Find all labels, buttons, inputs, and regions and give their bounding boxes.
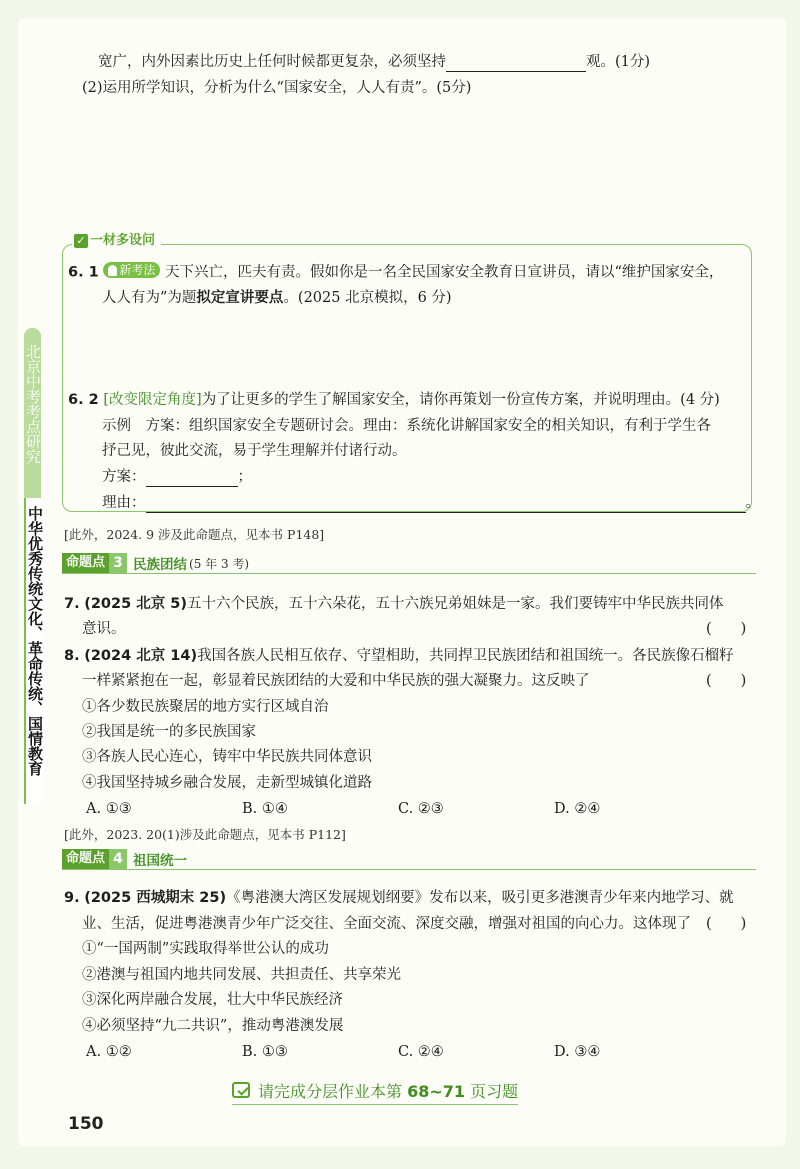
example-line-1: 示例 方案：组织国家安全专题研讨会。理由：系统化讲解国家安全的相关知识，有利于学生各: [102, 418, 711, 434]
chapter-side-tab: [24, 328, 54, 804]
choice-a[interactable]: A. ①②: [86, 1044, 132, 1060]
question-text: 人人有为”为题: [102, 290, 197, 306]
reason-label: 理由：: [102, 495, 146, 511]
section-label: 命题点: [62, 553, 109, 573]
homework-prompt: [232, 1078, 518, 1105]
lightbulb-icon: [108, 265, 117, 276]
section-title: 祖国统一: [133, 853, 188, 869]
side-tab-book-title: 北京中考考点研究: [24, 328, 41, 498]
choice-d[interactable]: D. ②④: [554, 801, 601, 817]
reference-note-1: [此外，2024. 9 涉及此命题点，见本书 P148]: [64, 527, 325, 542]
question-text: 我国各族人民相互依存、守望相助，共同捍卫民族团结和祖国统一。各民族像石榴籽: [197, 648, 734, 664]
question-8-line-1: [64, 646, 734, 666]
question-6-2-line-1: [68, 390, 720, 410]
plan-input[interactable]: [146, 472, 238, 487]
reason-input[interactable]: [146, 498, 746, 513]
answer-blank[interactable]: [446, 57, 586, 72]
question-6-1-line-1: [68, 262, 723, 283]
choice-c[interactable]: C. ②③: [398, 801, 444, 817]
question-source: (2025 北京 5): [84, 596, 188, 612]
question-8-line-2: 一样紧紧抱在一起，彰显着民族团结的大爱和中华民族的强大凝聚力。这反映了: [82, 673, 590, 689]
side-tab-chapter-title: 中华优秀传统文化、革命传统、国情教育: [24, 498, 43, 804]
plan-row: [102, 467, 252, 487]
question-tag: [改变限定角度]: [103, 392, 202, 408]
top-line-1-score: 观。(1分): [586, 54, 651, 70]
example-line-2: 抒己见，彼此交流，易于学生理解并付诸行动。: [102, 443, 407, 459]
question-9-line-2: 业、生活，促进粤港澳青少年广泛交往、全面交流、深度交融，增强对祖国的向心力。这体现了: [82, 916, 691, 932]
homework-pages: 68~71: [407, 1081, 466, 1101]
option-item: ②我国是统一的多民族国家: [82, 724, 256, 740]
choice-a[interactable]: A. ①③: [86, 801, 132, 817]
answer-bracket[interactable]: ( ): [706, 673, 747, 689]
homework-text: [258, 1079, 518, 1102]
question-number: 8.: [64, 648, 80, 664]
section-header-4: [62, 849, 756, 870]
answer-bracket[interactable]: ( ): [706, 916, 747, 932]
top-line-2: (2)运用所学知识，分析为什么“国家安全，人人有责”。(5分): [82, 80, 472, 96]
question-source: 。(2025 北京模拟，6 分): [283, 290, 452, 306]
question-source: (2025 西城期末 25): [84, 890, 227, 906]
question-7-line-1: [64, 594, 724, 614]
question-number: 7.: [64, 596, 80, 612]
option-item: ④我国坚持城乡融合发展，走新型城镇化道路: [82, 775, 372, 791]
box-tag-label: 一材多设问: [90, 233, 156, 248]
option-item: ①“一国两制”实践取得举世公认的成功: [82, 941, 329, 957]
option-item: ④必须坚持“九二共识”，推动粤港澳发展: [82, 1018, 344, 1034]
option-item: ①各少数民族聚居的地方实行区域自治: [82, 699, 329, 715]
section-header-3: [62, 553, 756, 574]
homework-icon: [232, 1082, 250, 1098]
section-title: 民族团结: [133, 557, 188, 573]
option-item: ③深化两岸融合发展，壮大中华民族经济: [82, 992, 343, 1008]
question-number: 6. 2: [68, 392, 99, 408]
question-6-1-line-2: [102, 288, 452, 308]
question-7-line-2: 意识。: [82, 621, 126, 637]
page-number: 150: [68, 1114, 104, 1134]
section-meta: (5 年 3 考): [189, 556, 250, 571]
plan-end: ；: [237, 469, 252, 485]
question-text: 为了让更多的学生了解国家安全，请你再策划一份宣传方案，并说明理由。(4 分): [201, 392, 720, 408]
choice-c[interactable]: C. ②④: [398, 1044, 444, 1060]
option-item: ③各族人民心连心，铸牢中华民族共同体意识: [82, 749, 372, 765]
reason-row: [102, 493, 760, 513]
check-icon: ✓: [74, 234, 88, 248]
choice-b[interactable]: B. ①④: [242, 801, 288, 817]
answer-bracket[interactable]: ( ): [706, 621, 747, 637]
question-text: 天下兴亡，匹夫有责。假如你是一名全民国家安全教育日宣讲员，请以“维护国家安全，: [164, 264, 724, 281]
question-text: 《粤港澳大湾区发展规划纲要》发布以来，吸引更多港澳青少年来内地学习、就: [226, 890, 734, 906]
question-9-line-1: [64, 888, 734, 908]
choice-d[interactable]: D. ③④: [554, 1044, 601, 1060]
top-line-1: [98, 52, 650, 72]
question-number: 6. 1: [68, 264, 99, 281]
section-number: 3: [109, 553, 127, 573]
question-source: (2024 北京 14): [84, 648, 198, 664]
question-emphasis: 拟定宣讲要点: [196, 290, 284, 306]
homework-text-post: 页习题: [465, 1081, 519, 1101]
homework-text-pre: 请完成分层作业本第: [258, 1081, 408, 1101]
badge-label: 新考法: [119, 263, 156, 277]
reason-end: 。: [745, 495, 760, 511]
option-item: ②港澳与祖国内地共同发展、共担责任、共享荣光: [82, 967, 401, 983]
choice-b[interactable]: B. ①③: [242, 1044, 288, 1060]
section-label: 命题点: [62, 849, 109, 869]
box-tag: [72, 232, 161, 250]
question-number: 9.: [64, 890, 80, 906]
new-method-badge: [103, 262, 160, 278]
section-number: 4: [109, 849, 127, 869]
plan-label: 方案：: [102, 469, 146, 485]
question-text: 五十六个民族，五十六朵花，五十六族兄弟姐妹是一家。我们要铸牢中华民族共同体: [187, 596, 724, 612]
top-line-1-text: 宽广，内外因素比历史上任何时候都更复杂，必须坚持: [98, 54, 446, 70]
reference-note-2: [此外，2023. 20(1)涉及此命题点，见本书 P112]: [64, 827, 346, 842]
